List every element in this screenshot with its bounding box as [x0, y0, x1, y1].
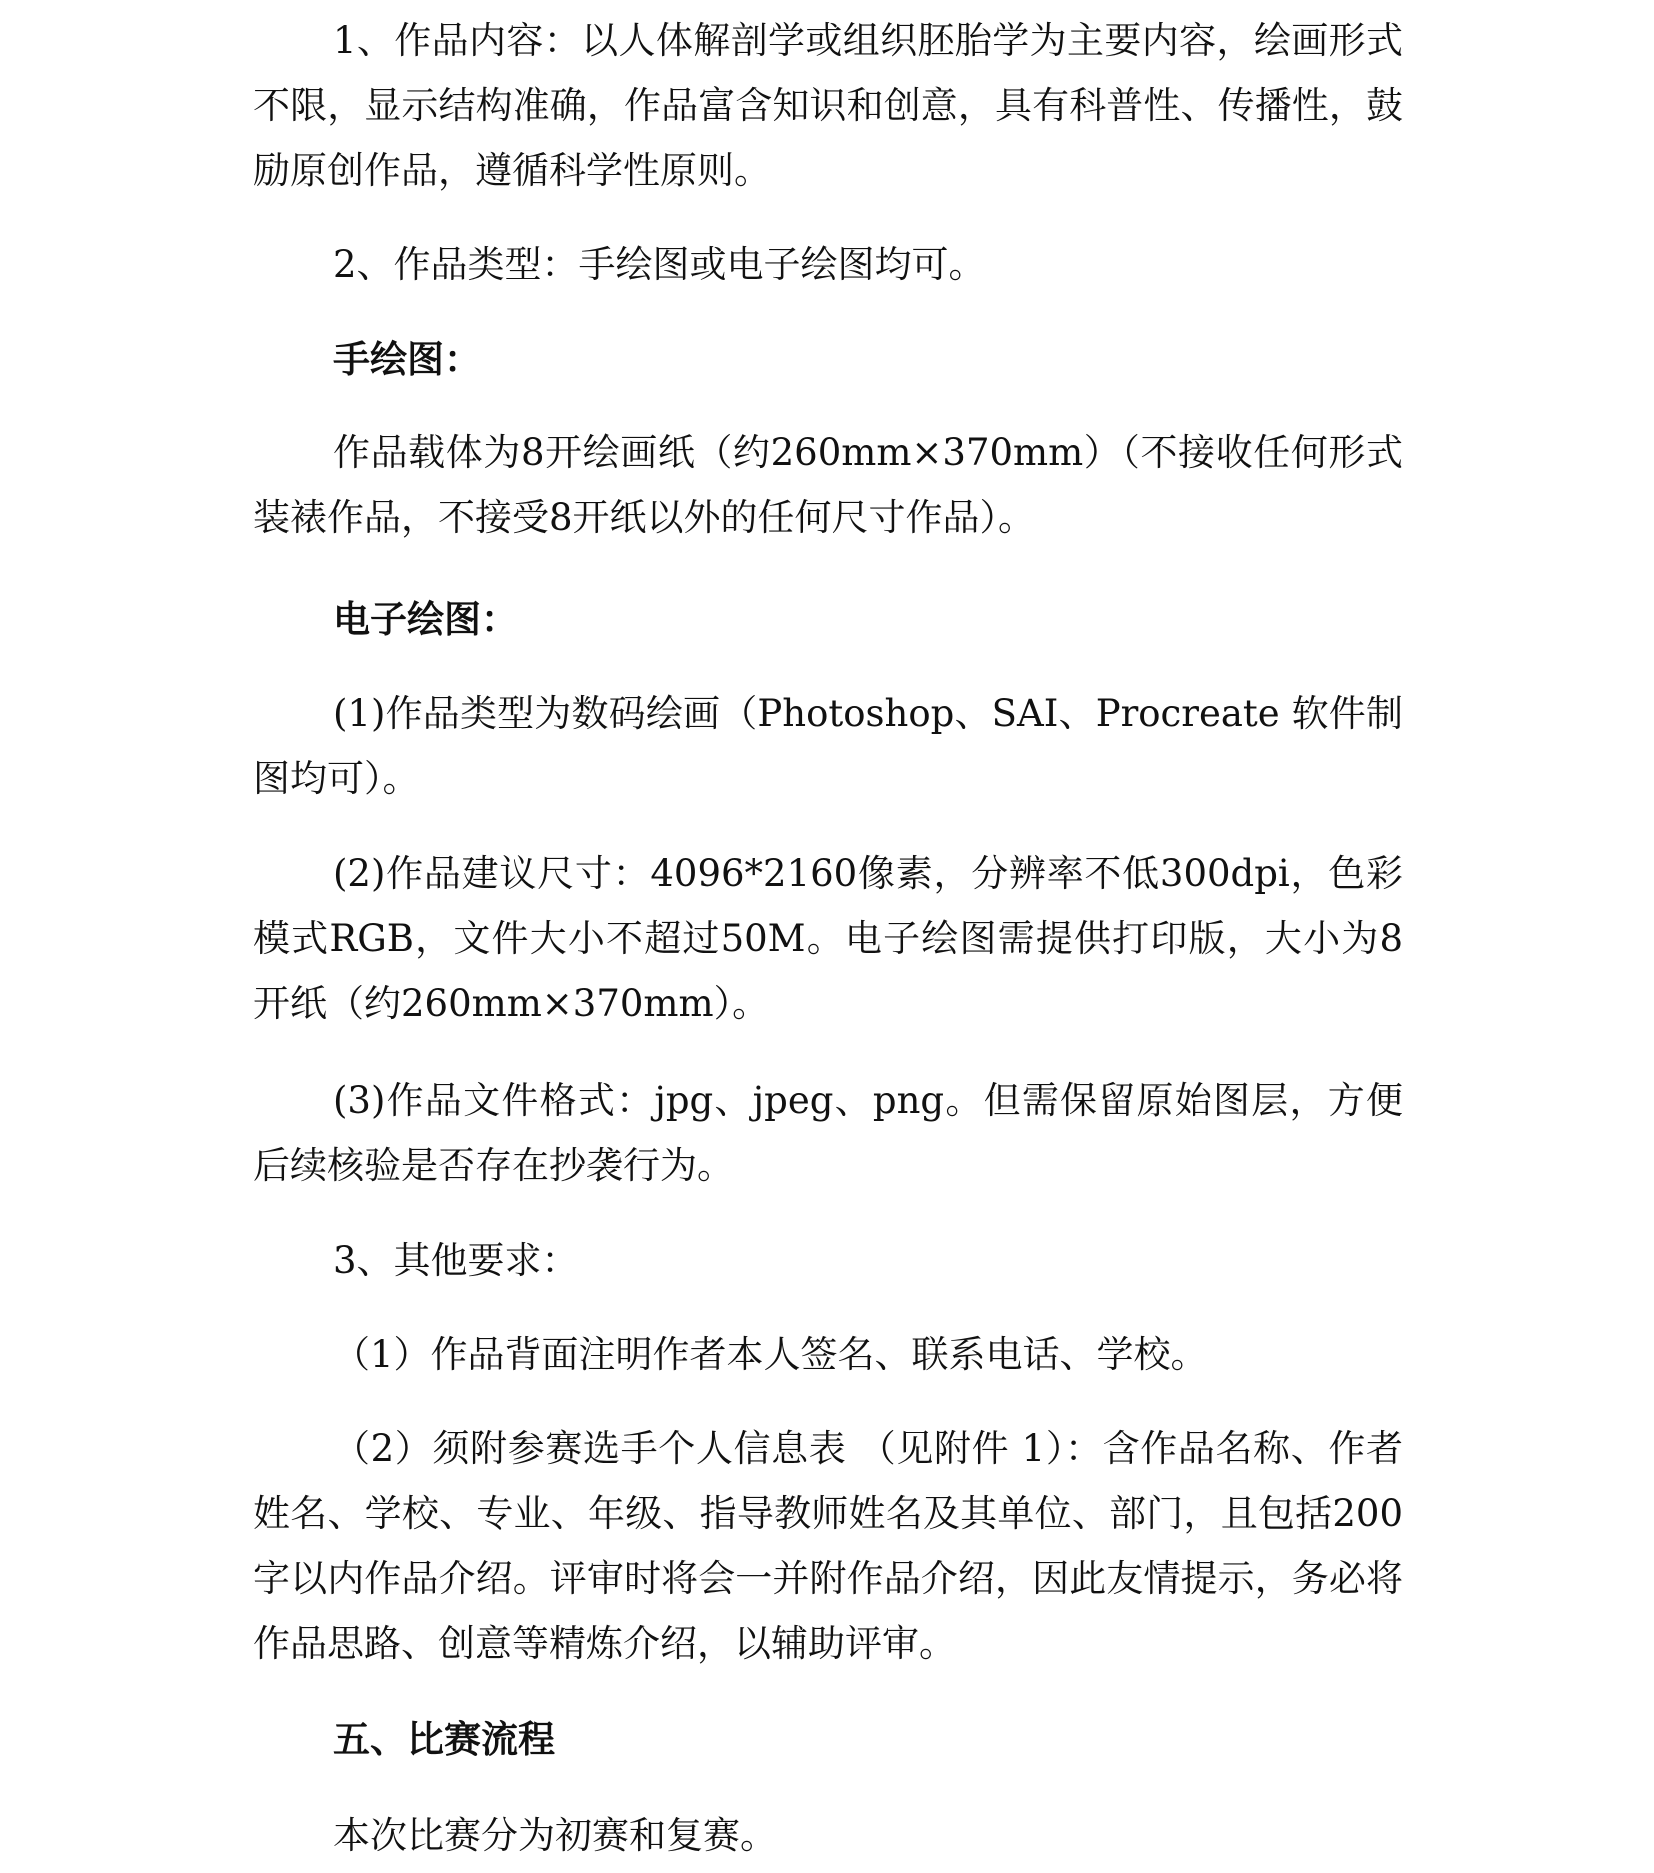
- paragraph-hand-drawing: 作品载体为8开绘画纸（约260mm×370mm）（不接收任何形式装裱作品，不接受8开纸以外的任何尺寸作品）。: [253, 431, 1403, 539]
- paragraph-digital-size: (2)作品建议尺寸：4096*2160像素，分辨率不低300dpi，色彩模式RGB，文件大小不超过50M。电子绘图需提供打印版，大小为8开纸（约260mm×370mm）。: [253, 852, 1403, 1025]
- paragraph-type: 2、作品类型：手绘图或电子绘图均可。: [333, 243, 986, 286]
- paragraph-other-requirements: 3、其他要求：: [333, 1239, 579, 1282]
- paragraph-file-format: (3)作品文件格式：jpg、jpeg、png。但需保留原始图层，方便后续核验是否存在抄袭行为。: [253, 1079, 1403, 1187]
- heading-section-5: 五、比赛流程: [333, 1718, 555, 1761]
- paragraph-requirement-1: （1）作品背面注明作者本人签名、联系电话、学校。: [333, 1333, 1208, 1376]
- heading-digital-drawing: 电子绘图：: [333, 598, 518, 641]
- paragraph-content: 1、作品内容：以人体解剖学或组织胚胎学为主要内容，绘画形式不限，显示结构准确，作品富含知识和创意，具有科普性、传播性，鼓励原创作品，遵循科学性原则。: [253, 19, 1403, 192]
- paragraph-requirement-2: （2）须附参赛选手个人信息表 （见附件 1）：含作品名称、作者姓名、学校、专业、年级、指导教师姓名及其单位、部门，且包括200字以内作品介绍。评审时将会一并附作品介绍，因此友情提示，务必将作品思路、创意等精炼介绍，以辅助评审。: [253, 1427, 1403, 1665]
- paragraph-competition-stages: 本次比赛分为初赛和复赛。: [333, 1814, 777, 1857]
- heading-hand-drawing: 手绘图：: [333, 338, 481, 381]
- paragraph-digital-type: (1)作品类型为数码绘画（Photoshop、SAI、Procreate 软件制图均可）。: [253, 692, 1403, 800]
